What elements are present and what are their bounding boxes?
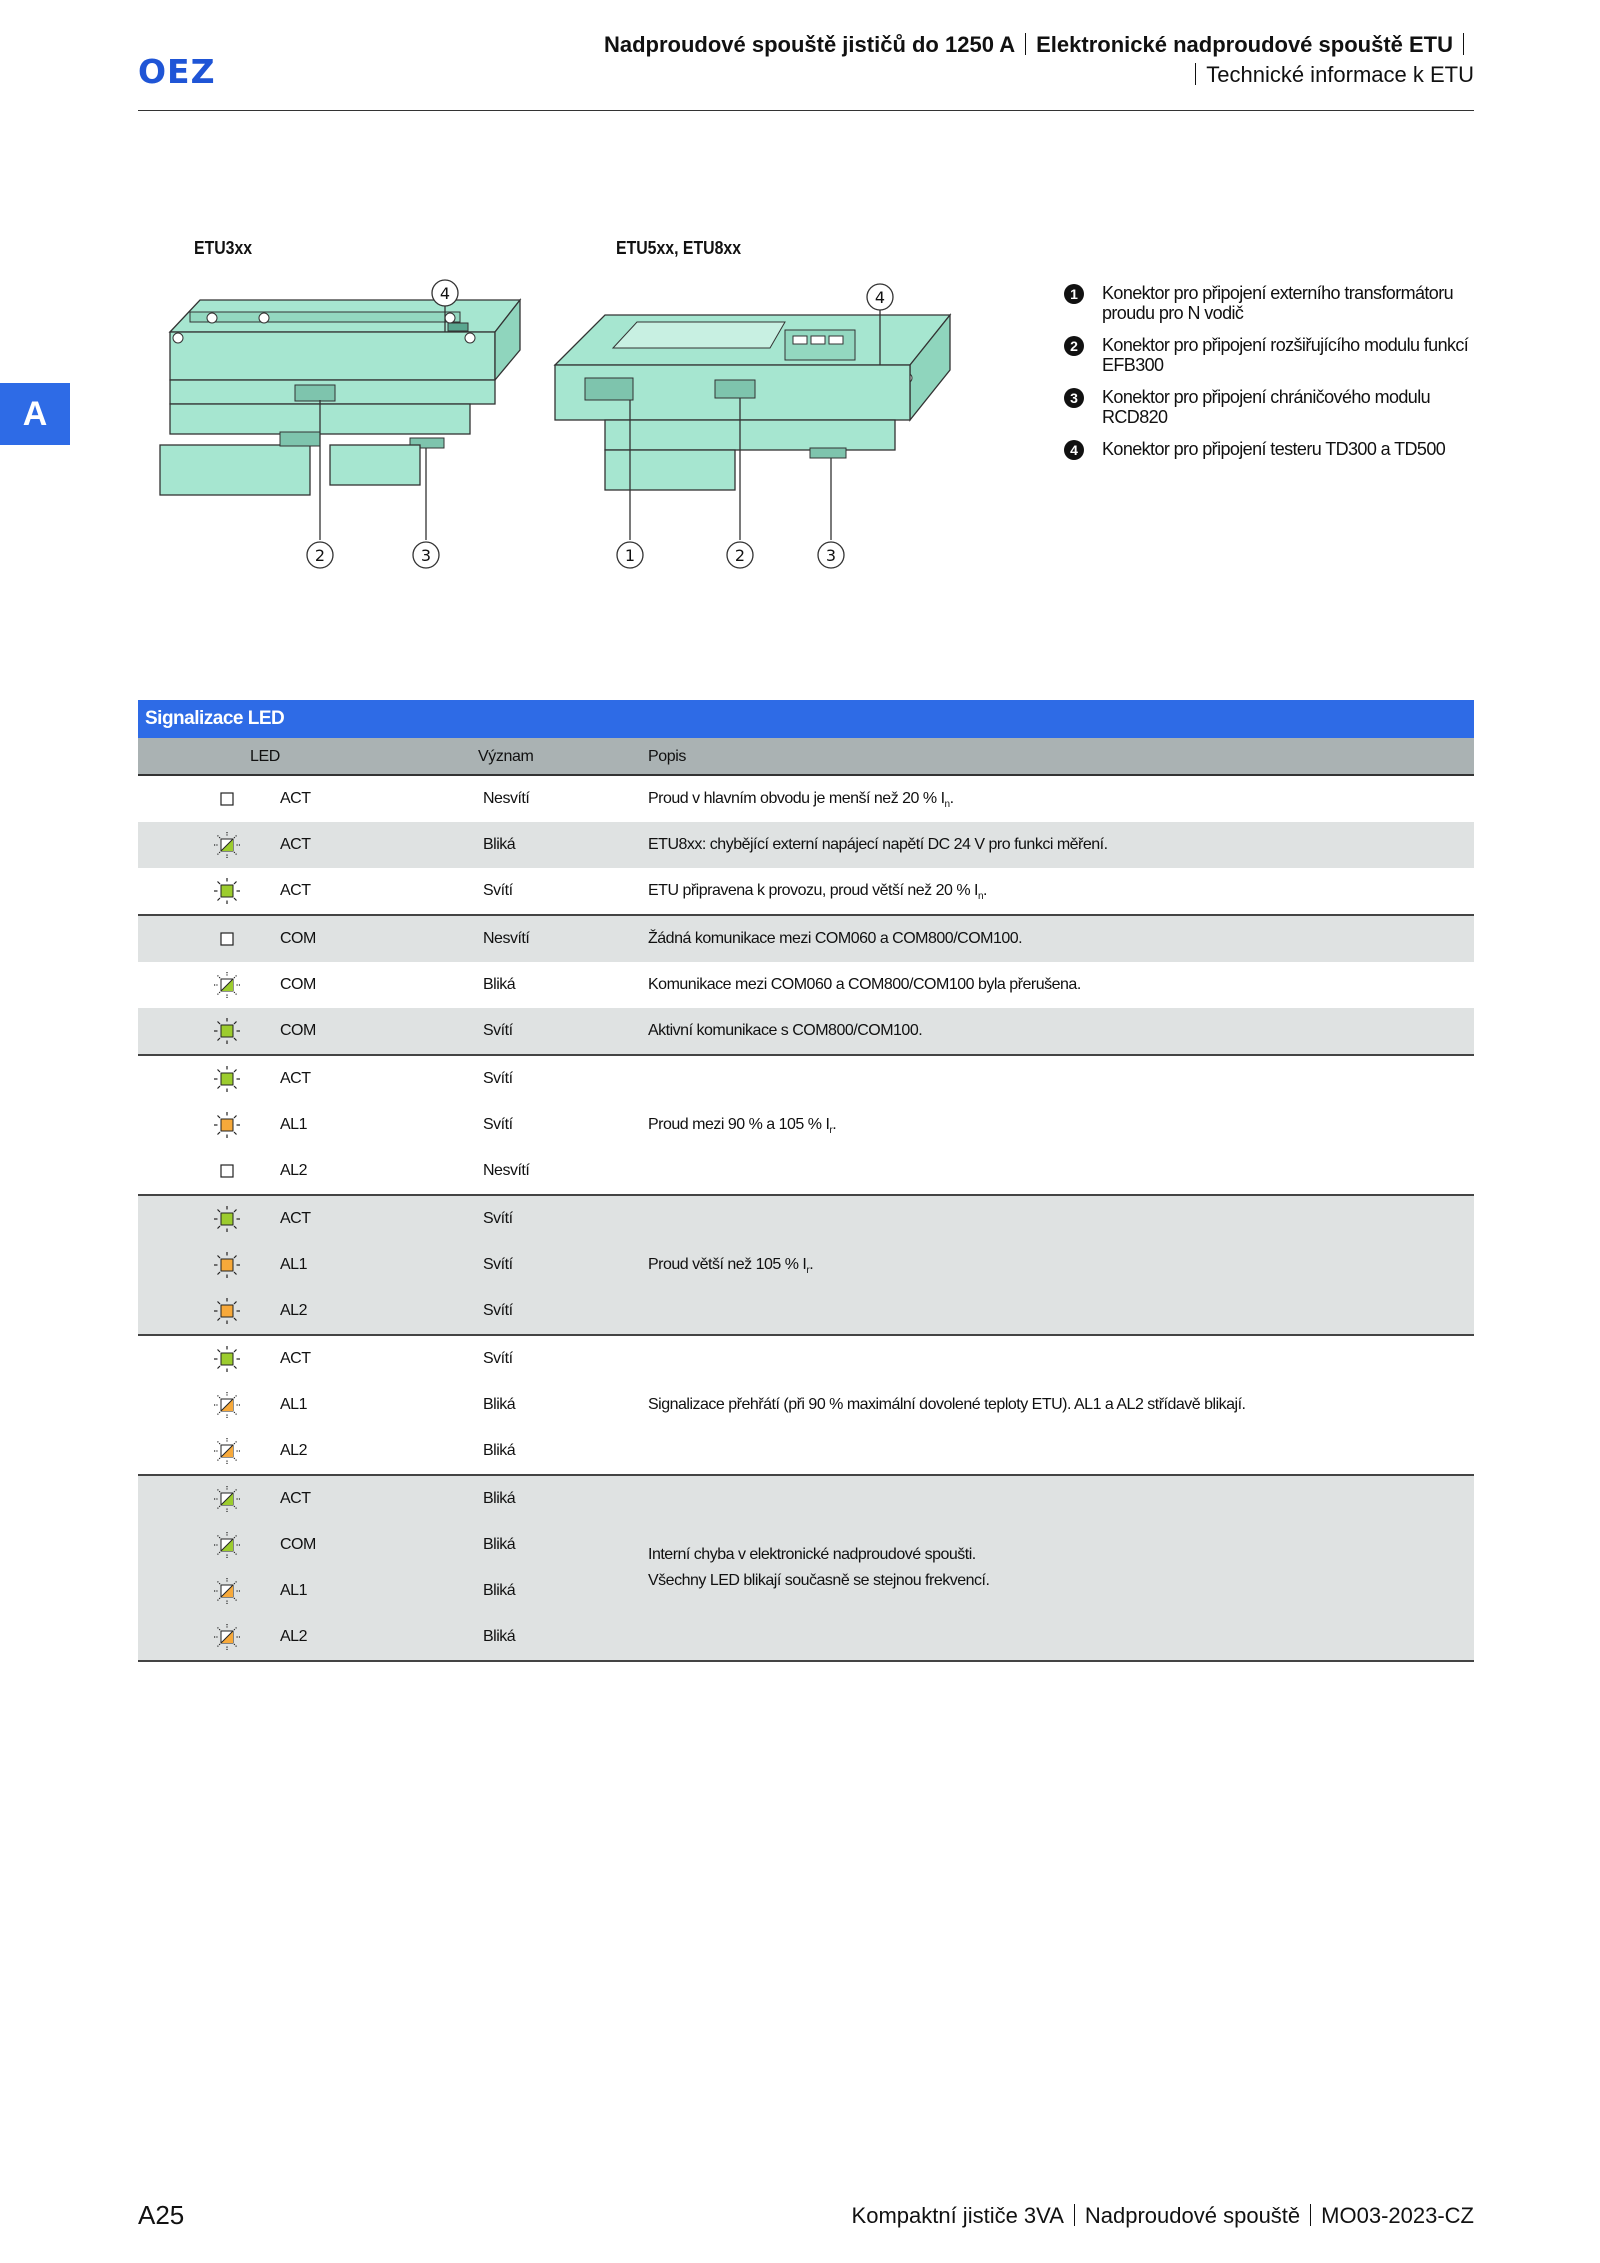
table-header [138,738,1474,776]
group-description: Proud mezi 90 % a 105 % $I_r$. [648,1116,837,1137]
table-row: AL1 Bliká [138,1568,1474,1614]
table-row: AL2 Bliká [138,1614,1474,1660]
table-title: Signalizace LED [138,700,1474,738]
led-orange-on-icon [213,1297,241,1325]
led-off-icon [213,1157,241,1185]
table-row: COM Bliká [138,1522,1474,1568]
table-row: ACT Bliká ETU8xx: chybějící externí napájecí napětí DC 24 V pro funkci měření. [138,822,1474,868]
led-orange-on-icon [213,1111,241,1139]
table-row: AL2 Nesvítí [138,1148,1474,1194]
group-description: Signalizace přehřátí (při 90 % maximální dovolené teploty ETU). AL1 a AL2 střídavě blikají. [648,1396,1246,1413]
led-green-blink-icon [213,1485,241,1513]
callout-4: 4 [439,284,451,303]
header-title-b: Elektronické nadproudové spouště ETU [1036,32,1453,57]
table-row: ACT Bliká [138,1476,1474,1522]
figure-label-etu3xx: ETU3xx [194,238,253,258]
col-led: LED [250,748,280,765]
connector-legend [1064,283,1484,471]
oez-logo: OEZ [138,52,216,91]
led-green-blink-icon [213,971,241,999]
legend-item: 2 Konektor pro připojení rozšiřujícího modulu funkcí EFB300 [1064,335,1484,375]
led-off-icon [213,785,241,813]
legend-item: 1 Konektor pro připojení externího transformátoru proudu pro N vodič [1064,283,1484,323]
legend-item: 3 Konektor pro připojení chráničového modulu RCD820 [1064,387,1484,427]
led-orange-blink-icon [213,1391,241,1419]
table-row: ACT Svítí [138,1056,1474,1102]
callout-2: 2 [734,546,746,565]
led-green-on-icon [213,1017,241,1045]
header-subtitle: Technické informace k ETU [1206,62,1474,87]
etu5xx-drawing [545,270,965,580]
col-desc: Popis [648,748,687,765]
header-title-a: Nadproudové spouště jističů do 1250 A [603,32,1016,57]
row-group-current-90-105 [138,1056,1474,1196]
led-orange-on-icon [213,1251,241,1279]
page-footer: Kompaktní jističe 3VA Nadproudové spouště MO03-2023-CZ [851,2203,1474,2228]
callout-4: 4 [874,288,886,307]
table-row: ACT Nesvítí Proud v hlavním obvodu je menší než 20 % $I_n$. [138,776,1474,822]
row-group-com [138,916,1474,1056]
table-row: ACT Svítí ETU připravena k provozu, proud větší než 20 % $I_n$. [138,868,1474,914]
table-row: ACT Svítí [138,1336,1474,1382]
header-divider [138,110,1474,111]
table-row: AL1 Bliká [138,1382,1474,1428]
row-group-overheat [138,1336,1474,1476]
led-orange-blink-icon [213,1623,241,1651]
table-row: AL2 Svítí [138,1288,1474,1334]
group-description: Interní chyba v elektronické nadproudové spoušti. Všechny LED blikají současně se stejnou frekvencí. [648,1546,990,1589]
etu3xx-drawing [130,270,530,580]
table-row: COM Bliká Komunikace mezi COM060 a COM800/COM100 byla přerušena. [138,962,1474,1008]
led-signal-table [138,700,1474,1662]
led-green-on-icon [213,1065,241,1093]
row-group-current-over-105 [138,1196,1474,1336]
table-row: ACT Svítí [138,1196,1474,1242]
table-row: AL2 Bliká [138,1428,1474,1474]
led-green-blink-icon [213,831,241,859]
row-group-internal-error [138,1476,1474,1662]
callout-1: 1 [624,546,636,565]
table-row: AL1 Svítí [138,1242,1474,1288]
table-row: COM Nesvítí Žádná komunikace mezi COM060 a COM800/COM100. [138,916,1474,962]
led-green-on-icon [213,877,241,905]
col-meaning: Význam [478,748,534,765]
callout-3: 3 [825,546,837,565]
led-green-blink-icon [213,1531,241,1559]
callout-3: 3 [420,546,432,565]
table-row: AL1 Svítí [138,1102,1474,1148]
section-tab: A [0,383,70,445]
figure-label-etu5xx: ETU5xx, ETU8xx [616,238,742,258]
led-green-on-icon [213,1345,241,1373]
led-off-icon [213,925,241,953]
legend-item: 4 Konektor pro připojení testeru TD300 a TD500 [1064,439,1484,459]
led-orange-blink-icon [213,1577,241,1605]
row-group-act [138,776,1474,916]
callout-2: 2 [314,546,326,565]
page-header [604,30,1474,90]
group-description: Proud větší než 105 % $I_r$. [648,1256,814,1277]
led-orange-blink-icon [213,1437,241,1465]
table-row: COM Svítí Aktivní komunikace s COM800/COM100. [138,1008,1474,1054]
led-green-on-icon [213,1205,241,1233]
page-number: A25 [138,2200,185,2230]
